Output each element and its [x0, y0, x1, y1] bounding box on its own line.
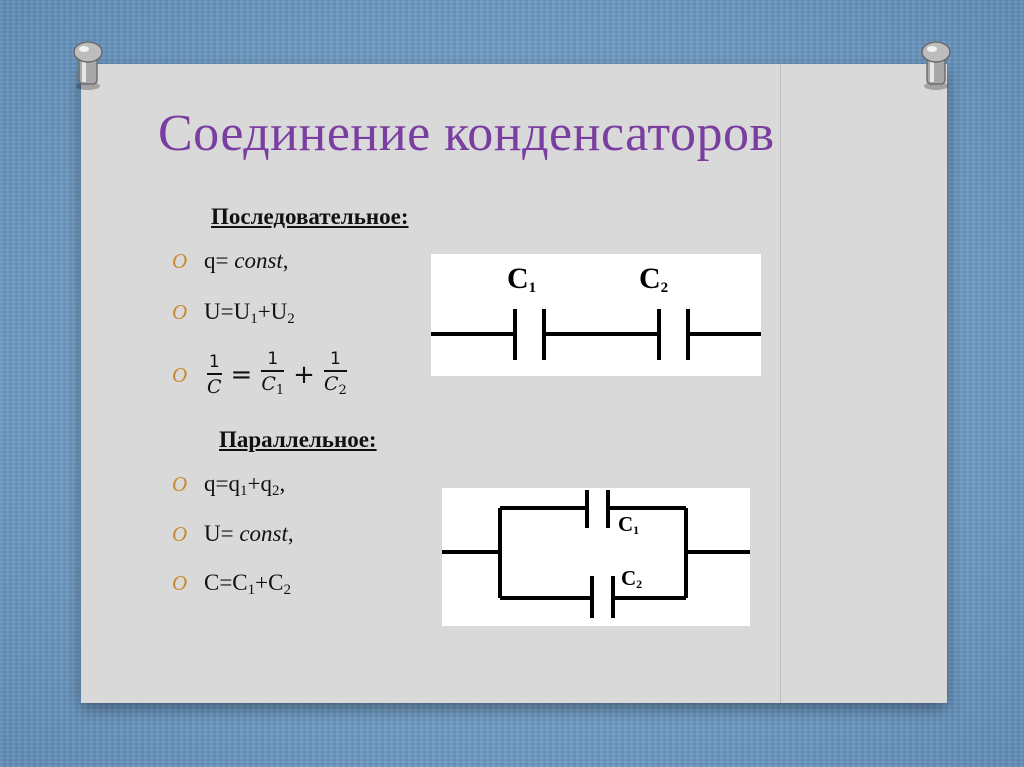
- parallel-bullet-voltage: [172, 521, 294, 547]
- series-circuit-diagram: [431, 254, 761, 376]
- bullet-marker-icon: O: [172, 571, 188, 595]
- bullet-text: $U=U_1+U_2$: [204, 299, 295, 327]
- series-c1-label: C1: [507, 262, 537, 296]
- series-heading: Последовательное:: [211, 204, 409, 229]
- parallel-heading: Параллельное:: [219, 427, 377, 452]
- series-bullet-charge: [172, 248, 289, 274]
- bullet-marker-icon: O: [172, 472, 188, 496]
- fraction-term-1: $\frac{1}{C_1}$: [261, 348, 285, 398]
- pushpin-left-icon: [70, 40, 106, 92]
- bullet-marker-icon: O: [172, 362, 188, 387]
- bullet-marker-icon: O: [172, 300, 188, 324]
- bullet-marker-icon: O: [172, 522, 188, 546]
- parallel-circuit-diagram: [442, 488, 750, 626]
- bullet-text: U= const,: [204, 521, 294, 546]
- parallel-c2-label: C2: [621, 566, 643, 591]
- series-bullet-voltage: [172, 299, 295, 328]
- equals-sign: =: [230, 360, 253, 390]
- fraction-term-2: $\frac{1}{C_2}$: [323, 348, 347, 398]
- series-bullet-capacitance-formula: [172, 344, 350, 406]
- parallel-bullet-charge: [172, 471, 285, 500]
- slide-title: Соединение конденсаторов: [158, 105, 775, 162]
- parallel-c1-label: C1: [618, 512, 640, 537]
- parallel-bullet-capacitance: [172, 570, 291, 599]
- bullet-text: q= const,: [204, 248, 289, 273]
- plus-sign: +: [293, 360, 315, 390]
- fraction-lhs: $\frac{1}{C}$: [207, 352, 222, 398]
- pushpin-right-icon: [918, 40, 954, 92]
- series-c2-label: C2: [639, 262, 669, 296]
- series-wires: [431, 309, 761, 360]
- parallel-wires: [442, 490, 750, 618]
- bullet-marker-icon: O: [172, 249, 188, 273]
- bullet-text: $q=q_1+q_2$,: [204, 471, 286, 499]
- bullet-text: $C=C_1+C_2$: [204, 570, 291, 598]
